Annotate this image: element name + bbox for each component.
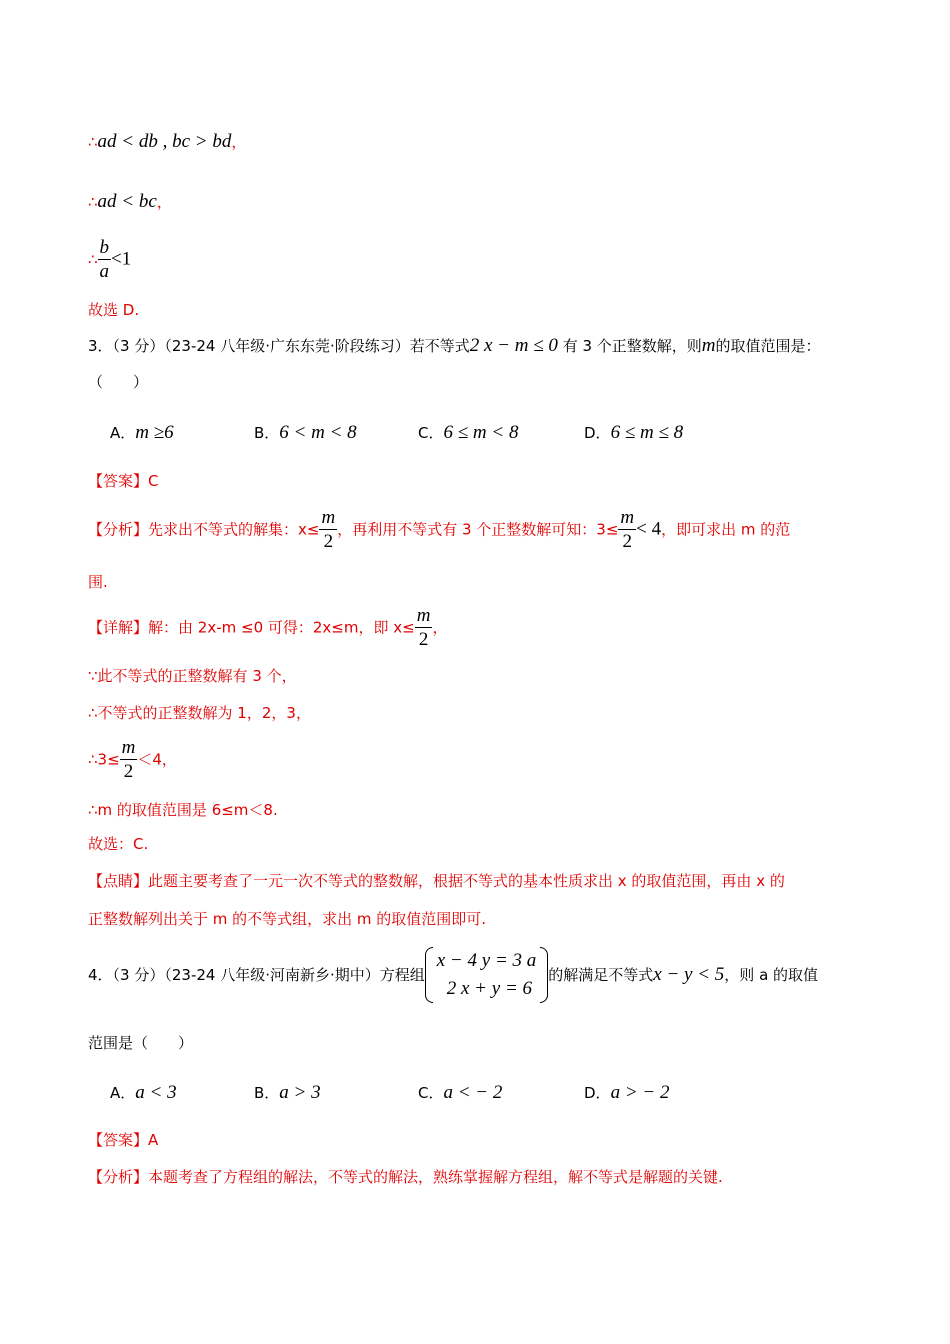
fraction-denominator: 2 xyxy=(323,531,334,552)
option-letter: B． xyxy=(254,1084,280,1102)
q3-comment-line2: 正整数解列出关于 m 的不等式组，求出 m 的取值范围即可. xyxy=(88,910,487,928)
q4-option-b[interactable] xyxy=(254,1083,321,1103)
left-bracket xyxy=(425,947,433,1003)
fraction-denominator: 2 xyxy=(418,629,429,650)
option-letter: C． xyxy=(418,1084,444,1102)
answer-tag: 【答案】 xyxy=(88,472,149,490)
therefore-symbol: ∴ xyxy=(88,133,98,151)
q3-option-c[interactable] xyxy=(418,423,518,443)
fraction-m-over-2 xyxy=(415,606,433,649)
option-letter: A． xyxy=(110,1084,136,1102)
option-expression: 6 ≤ m ≤ 8 xyxy=(610,422,684,443)
q4-answer xyxy=(88,1130,158,1150)
q4-option-a[interactable] xyxy=(110,1083,177,1103)
therefore-symbol: ∴ xyxy=(88,193,98,211)
q3-stem-text-2: 有 3 个正整数解，则 xyxy=(562,337,702,355)
option-expression: 6 < m < 8 xyxy=(279,422,357,443)
detail-text: ∴3≤ xyxy=(88,750,120,769)
choice-conclusion: 故选 D. xyxy=(88,301,140,319)
detail-tag: 【详解】 xyxy=(88,618,149,637)
q3-variable: m xyxy=(701,335,716,356)
analysis-text-3: ，即可求出 m 的范 xyxy=(661,520,791,539)
q3-comment xyxy=(88,871,785,891)
fraction-denominator: 2 xyxy=(622,531,633,552)
q4-stem-text: 4．（3 分）（23-24 八年级·河南新乡·期中）方程组 xyxy=(88,966,425,984)
q3-answer xyxy=(88,471,159,491)
comment-text-1: 此题主要考查了一元一次不等式的整数解，根据不等式的基本性质求出 x 的取值范围，再由 x 的 xyxy=(148,872,785,890)
q3-inequality: 2 x − m ≤ 0 xyxy=(469,335,558,356)
fraction-numerator: m xyxy=(121,737,136,758)
option-letter: D． xyxy=(584,1084,611,1102)
q4-stem-line2: 范围是（ ） xyxy=(88,1034,194,1052)
q4-analysis xyxy=(88,1167,723,1187)
inequality-expression: ad < db , bc > bd xyxy=(97,131,232,152)
fraction-denominator: 2 xyxy=(123,761,134,782)
option-expression: a < − 2 xyxy=(443,1082,503,1103)
right-bracket xyxy=(540,947,548,1003)
solution-line-3 xyxy=(88,238,131,281)
option-letter: A． xyxy=(110,424,136,442)
punctuation: ， xyxy=(231,133,247,151)
fraction-m-over-2-b xyxy=(618,508,636,551)
option-expression: a < 3 xyxy=(135,1082,177,1103)
punctuation: ， xyxy=(432,618,448,637)
fraction-b-over-a xyxy=(98,238,112,281)
q4-stem-text-3: ，则 a 的取值 xyxy=(724,966,819,984)
analysis-text: 本题考查了方程组的解法，不等式的解法，熟练掌握解方程组，解不等式是解题的关键. xyxy=(148,1168,723,1186)
punctuation: ， xyxy=(156,193,172,211)
option-expression: 6 ≤ m < 8 xyxy=(443,422,519,443)
equation-system xyxy=(425,947,549,1003)
therefore-symbol: ∴ xyxy=(88,250,98,269)
q3-detail-line3: ∴不等式的正整数解为 1，2，3， xyxy=(88,704,311,722)
solution-line-1 xyxy=(88,131,246,153)
option-expression: a > − 2 xyxy=(610,1082,670,1103)
q3-stem-text: 3．（3 分）（23-24 八年级·广东东莞·阶段练习）若不等式 xyxy=(88,337,470,355)
analysis-text-1: 先求出不等式的解集：x≤ xyxy=(148,520,320,539)
q3-option-a[interactable] xyxy=(110,423,174,443)
q3-stem xyxy=(88,336,821,356)
q3-option-d[interactable] xyxy=(584,423,683,443)
analysis-text-2: ，再利用不等式有 3 个正整数解可知：3≤ xyxy=(337,520,619,539)
q3-detail-line4 xyxy=(88,738,177,781)
fraction-numerator: m xyxy=(416,605,431,626)
q4-stem-text-2: 的解满足不等式 xyxy=(548,966,654,984)
q4-option-d[interactable] xyxy=(584,1083,669,1103)
option-letter: C． xyxy=(418,424,444,442)
answer-tag: 【答案】 xyxy=(88,1131,149,1149)
analysis-tag: 【分析】 xyxy=(88,1168,149,1186)
detail-text-1: 解：由 2x-m ≤0 可得：2x≤m，即 x≤ xyxy=(148,618,415,637)
option-letter: D． xyxy=(584,424,611,442)
q3-detail xyxy=(88,606,447,649)
q3-detail-line5: ∴m 的取值范围是 6≤m＜8. xyxy=(88,801,278,819)
analysis-comparison: < 4 xyxy=(636,518,662,540)
q3-blank: （ ） xyxy=(88,373,149,391)
comment-tag: 【点睛】 xyxy=(88,872,149,890)
q4-inequality: x − y < 5 xyxy=(653,964,725,985)
equation-1: x − 4 y = 3 a xyxy=(436,950,537,971)
q3-stem-text-3: 的取值范围是： xyxy=(715,337,821,355)
fraction-numerator: b xyxy=(99,237,110,258)
q3-analysis xyxy=(88,508,790,551)
option-expression: m ≥6 xyxy=(135,422,174,443)
q4-option-c[interactable] xyxy=(418,1083,502,1103)
option-letter: B． xyxy=(254,424,280,442)
detail-text-post: ＜4， xyxy=(137,750,177,769)
fraction-m-over-2 xyxy=(319,508,337,551)
comparison: <1 xyxy=(111,248,132,270)
fraction-denominator: a xyxy=(99,261,110,282)
q3-analysis-line2: 围. xyxy=(88,573,108,591)
q3-detail-line6: 故选：C. xyxy=(88,835,149,853)
fraction-numerator: m xyxy=(321,507,336,528)
analysis-tag: 【分析】 xyxy=(88,520,149,539)
answer-value: A xyxy=(148,1131,159,1149)
q3-detail-line2: ∵此不等式的正整数解有 3 个， xyxy=(88,667,297,685)
answer-value: C xyxy=(148,472,159,490)
option-expression: a > 3 xyxy=(279,1082,321,1103)
q4-stem xyxy=(88,947,818,1003)
fraction-m-over-2 xyxy=(120,738,138,781)
solution-line-2 xyxy=(88,191,172,213)
fraction-numerator: m xyxy=(620,507,635,528)
q3-option-b[interactable] xyxy=(254,423,357,443)
equation-2: 2 x + y = 6 xyxy=(446,978,533,999)
inequality-expression: ad < bc xyxy=(97,191,157,212)
equation-rows xyxy=(433,947,541,1003)
